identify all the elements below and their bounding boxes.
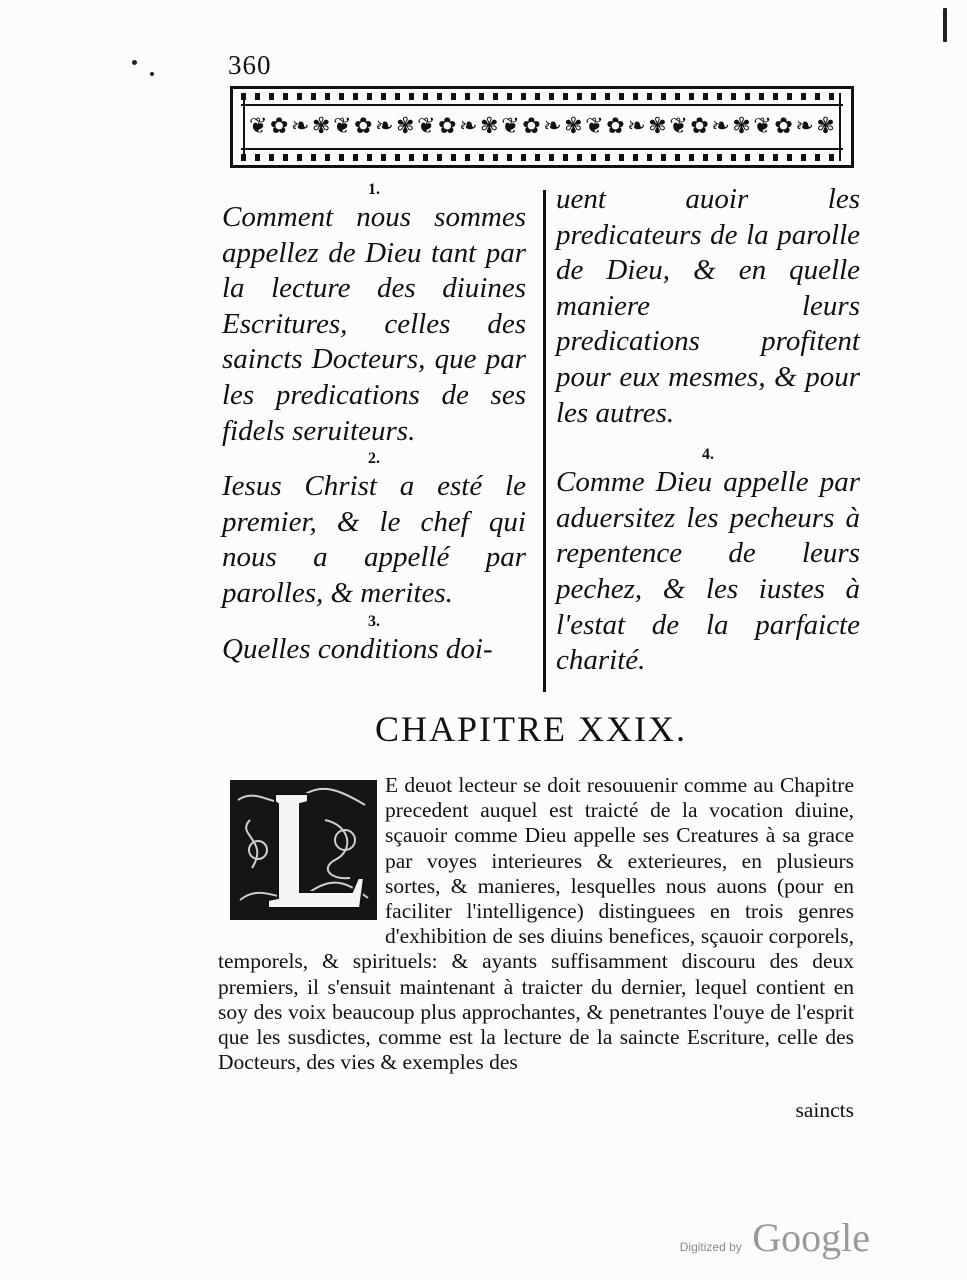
ink-speck: [150, 72, 154, 76]
ornament-flower-icon: ✾: [564, 114, 583, 139]
ornament-flower-icon: ✿: [270, 114, 289, 139]
ornament-flower-icon: ✾: [480, 114, 499, 139]
ornament-flower-icon: ❦: [333, 114, 352, 139]
summary-column-right: [556, 182, 860, 679]
ornament-flower-icon: ❧: [375, 114, 394, 139]
summary-number: 2.: [368, 450, 380, 468]
chapter-title: CHAPITRE XXIX.: [375, 709, 687, 749]
summary-number: 4.: [702, 446, 714, 464]
summary-number: 1.: [368, 181, 380, 198]
ornament-flower-icon: ✿: [354, 114, 373, 139]
ornament-flowers: [249, 108, 835, 146]
summary-item-continued: uent auoir les predicateurs de la parolle de Dieu, & en quelle maniere leurs predications profitent pour eux mesmes, & pour les autres.: [556, 183, 860, 429]
column-divider: [543, 190, 546, 692]
summary-number: 3.: [368, 612, 380, 630]
ornament-flower-icon: ❦: [501, 114, 520, 139]
ornament-flower-icon: ✾: [648, 114, 667, 139]
ornament-flower-icon: ❦: [417, 114, 436, 139]
ornament-flower-icon: ❧: [627, 114, 646, 139]
ornament-flower-icon: ✾: [396, 114, 415, 139]
summary-column-left: [222, 182, 526, 667]
ornament-flower-icon: ✿: [690, 114, 709, 139]
chapter-body: [218, 773, 854, 1075]
ink-speck: [132, 60, 137, 65]
page-number: 360: [228, 50, 272, 80]
ornament-flower-icon: ✾: [816, 114, 835, 139]
ornament-flower-icon: ✿: [606, 114, 625, 139]
ornament-flower-icon: ✿: [774, 114, 793, 139]
summary-item: Iesus Christ a esté le premier, & le chef qui nous a appellé par parolles, & merites.: [222, 470, 526, 609]
ornament-flower-icon: ❧: [459, 114, 478, 139]
ink-speck: [943, 8, 947, 42]
summary-item: Comment nous sommes appellez de Dieu tant par la lecture des diuines Escritures, celles des saincts Docteurs, que par les predications de ses fidels seruiteurs.: [222, 201, 526, 447]
ornament-flower-icon: ✾: [732, 114, 751, 139]
chapter-paragraph: E deuot lecteur se doit resouuenir comme au Chapitre precedent auquel est traicté de la vocation diuine, sçauoir comme Dieu appelle ses Creatures à sa grace par voyes interieures & exterieures, en plusieurs sortes, & manieres, lesquelles nous auons (pour en faciliter l'intelligence) distinguees en trois genres d'exhibition de ses diuins benefices, sçauoir corporels, temporels, & spirituels: & ayants suffisamment discouru des deux premiers, il s'ensuit maintenant à traicter du dernier, lequel contient en soy des voix beaucoup plus approchantes, & penetrantes l'ouye de l'esprit que les susdictes, comme est la lecture de la saincte Escriture, celle des Docteurs, des vies & exemples des: [218, 773, 854, 1075]
watermark-prefix: Digitized by: [679, 1240, 742, 1254]
digitized-watermark: [680, 1214, 870, 1261]
ornament-flower-icon: ❦: [585, 114, 604, 139]
summary-item: Comme Dieu appelle par aduersitez les pecheurs à repentence de leurs pechez, & les iustes à l'estat de la parfaicte charité.: [556, 466, 860, 677]
ornament-flower-icon: ❧: [543, 114, 562, 139]
ornament-flower-icon: ❧: [291, 114, 310, 139]
ornament-flower-icon: ❦: [669, 114, 688, 139]
ornament-flower-icon: ✿: [438, 114, 457, 139]
ornament-flower-icon: ❧: [795, 114, 814, 139]
ornamental-headpiece: [230, 86, 854, 168]
ornament-flower-icon: ✿: [522, 114, 541, 139]
ornament-flower-icon: ❦: [753, 114, 772, 139]
ornament-flower-icon: ❦: [249, 114, 268, 139]
ornament-flower-icon: ✾: [312, 114, 331, 139]
summary-item: Quelles conditions doi-: [222, 632, 493, 665]
google-logo: Google: [752, 1215, 870, 1260]
catchword: saincts: [795, 1098, 854, 1122]
ornament-flower-icon: ❧: [711, 114, 730, 139]
